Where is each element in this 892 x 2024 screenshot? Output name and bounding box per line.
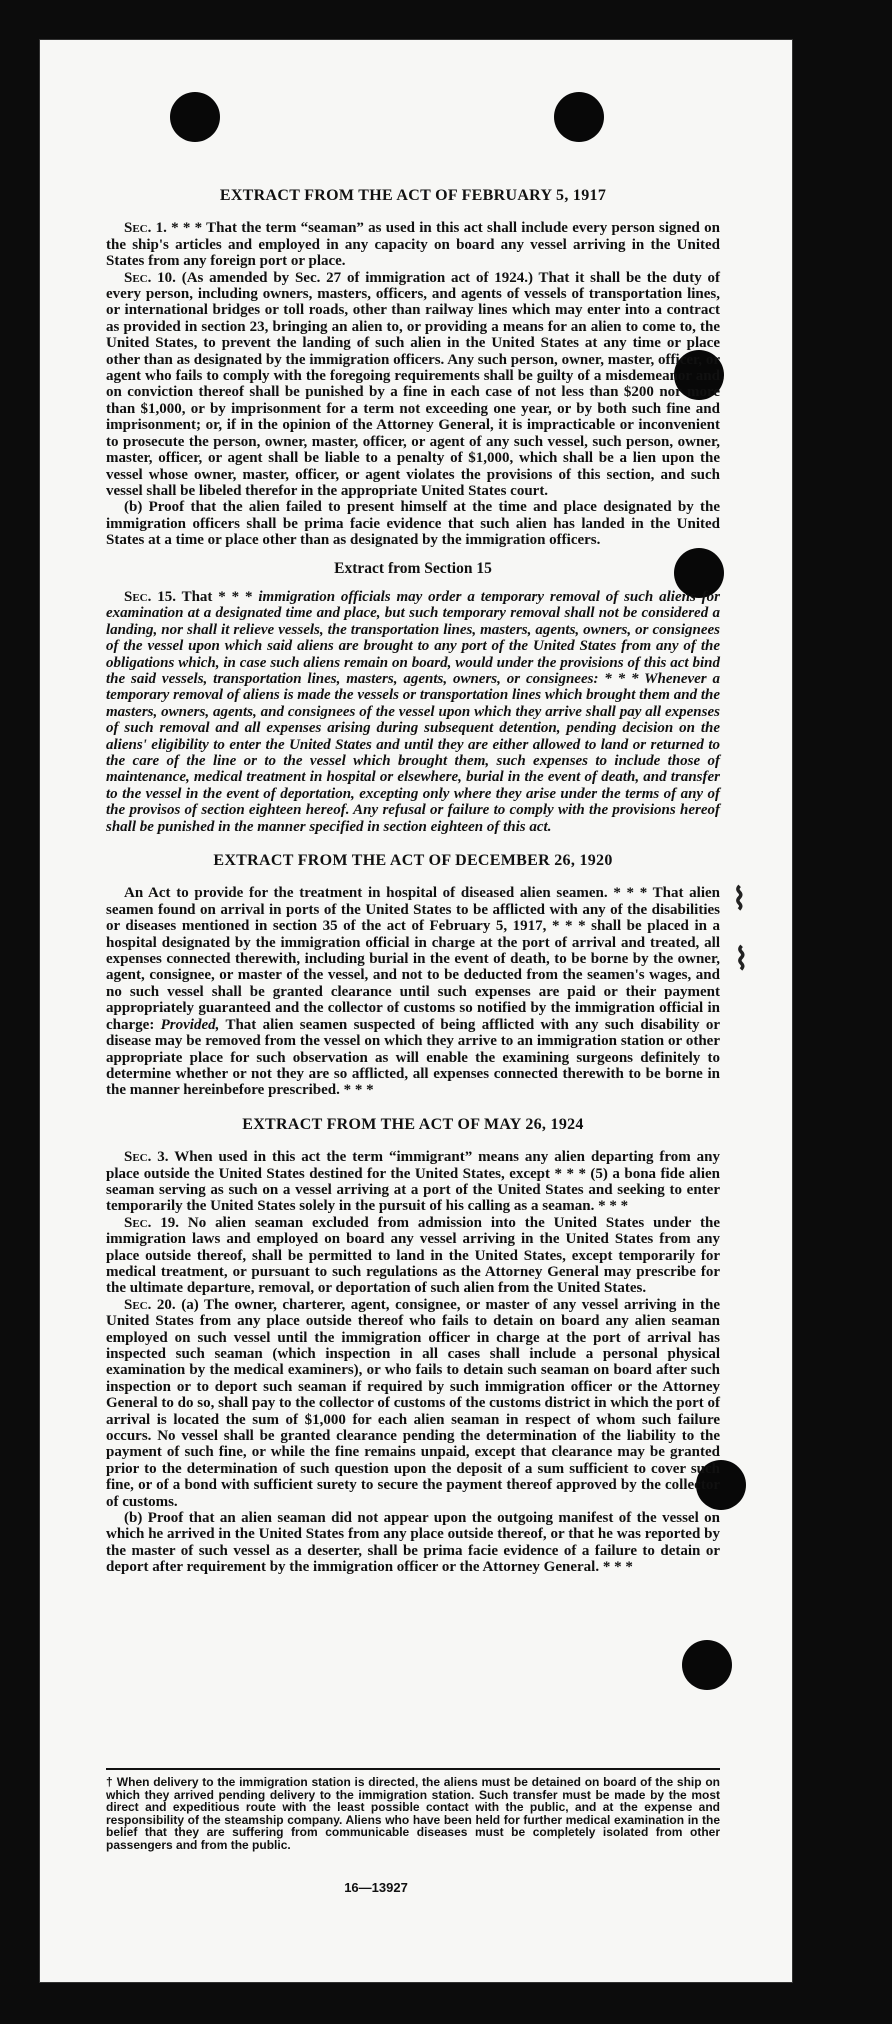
section-20: Sec. 20. (a) The owner, charterer, agent, consignee, or master of any vessel arriving in the United States from any place outside thereof who fails to detain on board any alien seaman employed on such vessel until the immigration officer in charge at the port of arrival has inspected such seaman (which inspection in all cases shall include a personal physical examination by the medical examiners), or who fails to detain such seaman on board after such inspection or to deport such seaman if required by such immigration officer or the Attorney General to do so, shall pay to the collector of customs of the customs district in which the port of arrival is located the sum of $1,000 for each alien seaman in respect of whom such failure occurs. No vessel shall be granted clearance pending the determination of the liability to the payment of such fine, or while the fine remains unpaid, except that clearance may be granted prior to the determination of such question upon the deposit of a sum sufficient to cover such fine, or of a bond with sufficient surety to secure the payment thereof approved by the collector of customs. xyxy=(106,1296,721,1510)
punch-hole xyxy=(170,92,220,142)
heading-act-1920: EXTRACT FROM THE ACT OF DECEMBER 26, 1920 xyxy=(213,852,613,870)
section-3: Sec. 3. When used in this act the term “immigrant” means any alien departing from any place outside the United States destined for the United States, except * * * (5) a bona fide alien seaman serving as such on a vessel arriving at a port of the United States and seeking to enter temporarily the United States solely in the pursuit of his calling as a seaman. * * * xyxy=(106,1149,721,1215)
margin-mark: ⌇ xyxy=(732,883,747,916)
section-20-b: (b) Proof that an alien seaman did not appear upon the outgoing manifest of the vessel on which he arrived in the United States from any place outside thereof, or that he was reported by the master of such vessel as a deserter, shall be prima facie evidence of a failure to detain or deport after requirement by the immigration officer or the Attorney General. * * * xyxy=(106,1510,720,1576)
footnote: † When delivery to the immigration station is directed, the aliens must be detained on board of the ship on which they arrived pending delivery to the immigration station. Such transfer must be made by the most direct and expeditious route with the least possible contact with the public, and at the expense and responsibility of the steamship company. Aliens who have been held for further medical examination in the belief that they are suffering from communicable diseases must be completely isolated from other passengers and from the public. xyxy=(106,1775,720,1852)
act-1920-text: An Act to provide for the treatment in hospital of diseased alien seamen. * * * That alien seamen found on arrival in ports of the United States to be afflicted with any of the disabilities or diseases mentioned in section 35 of the act of February 5, 1917, * * * shall be placed in a hospital designated by the immigration official in charge at the port of arrival and treated, all expenses connected therewith, including burial in the event of death, to be borne by the owner, agent, consignee, or master of the vessel, and not to be deducted from the seamen's wages, and no such vessel shall be granted clearance until such expenses are paid or their payment appropriately guaranteed and the collector of customs so notified by the immigration official in charge: Provided, That alien seamen suspected of being afflicted with any such disability or disease may be removed from the vessel on which they arrive to an immigration station or other appropriate place for such observation as will enable the examining surgeons definitely to determine whether or not they are so afflicted, all expenses connected therewith to be borne in the manner hereinbefore prescribed. * * * xyxy=(106,885,721,1099)
section-1: Sec. 1. * * * That the term “seaman” as used in this act shall include every person signed on the ship's articles and employed in any capacity on board any vessel arriving in the United States from any foreign port or place. xyxy=(106,220,721,270)
section-10-b: (b) Proof that the alien failed to present himself at the time and place designated by the immigration officers shall be prima facie evidence that such alien has landed in the United States at a time or place other than as designated by the immigration officers. xyxy=(106,499,720,549)
heading-act-1917: EXTRACT FROM THE ACT OF FEBRUARY 5, 1917 xyxy=(219,187,607,204)
margin-mark: ⌇ xyxy=(734,943,749,976)
heading-act-1924: EXTRACT FROM THE ACT OF MAY 26, 1924 xyxy=(242,1115,584,1133)
section-15: Sec. 15. That * * * immigration officials may order a temporary removal of such aliens for examination at a designated time and place, but such temporary removal shall not be considered a landing, nor shall it relieve vessels, the transportation lines, masters, agents, owners, or consignees of the vessel upon which said aliens are brought to any port of the United States from any of the obligations which, in case such aliens remain on board, would under the provisions of this act bind the said vessels, transportation lines, masters, agents, owners, or consignees: * * * Whenever a temporary removal of aliens is made the vessels or transportation lines which brought them and the masters, owners, agents, and consignees of the vessel upon which they arrive shall pay all expenses of such removal and all expenses arising during subsequent detention, pending decision on the aliens' eligibility to enter the United States and until they are either allowed to land or returned to the care of the line or to the vessel which brought them, such expenses to include those of maintenance, medical treatment in hospital or elsewhere, burial in the event of death, and transfer to the vessel in the event of deportation, excepting only where they arise under the terms of any of the provisos of section eighteen hereof. Any refusal or failure to comply with the provisions hereof shall be punished in the manner specified in section eighteen of this act. xyxy=(106,588,720,835)
footnote-divider xyxy=(106,1768,720,1770)
document-body xyxy=(106,188,720,1576)
section-10: Sec. 10. (As amended by Sec. 27 of immigration act of 1924.) That it shall be the duty of every person, including owners, masters, officers, and agents of vessels of transportation lines, or international bridges or toll roads, other than railway lines which may enter into a contract as provided in section 23, bringing an alien to, or providing a means for an alien to come to, the United States, to prevent the landing of such alien in the United States at any time or place other than as designated by the immigration officers. Any such person, owner, master, officer, or agent who fails to comply with the foregoing requirements shall be guilty of a misdemeanor and on conviction thereof shall be punished by a fine in each case of not less than $200 nor more than $1,000, or by imprisonment for a term not exceeding one year, or by both such fine and imprisonment; or, if in the opinion of the Attorney General, it is impracticable or inconvenient to prosecute the person, owner, master, officer, or agent of any such vessel, such person, owner, master, officer, or agent shall be liable to a penalty of $1,000, which shall be a lien upon the vessel whose owner, master, officer, or agent violates the provisions of this section, and such vessel shall be libeled therefor in the appropriate United States court. xyxy=(106,269,721,499)
form-number: 16—13927 xyxy=(344,1880,408,1895)
section-19: Sec. 19. No alien seaman excluded from admission into the United States under the immigration laws and employed on board any vessel arriving in the United States from any place outside thereof, shall be permitted to land in the United States, except temporarily for medical treatment, or pursuant to such regulations as the Attorney General may prescribe for the ultimate departure, removal, or deportation of such alien from the United States. xyxy=(106,1214,721,1297)
punch-hole xyxy=(554,92,604,142)
subheading-section-15: Extract from Section 15 xyxy=(334,559,492,577)
punch-hole xyxy=(682,1640,732,1690)
